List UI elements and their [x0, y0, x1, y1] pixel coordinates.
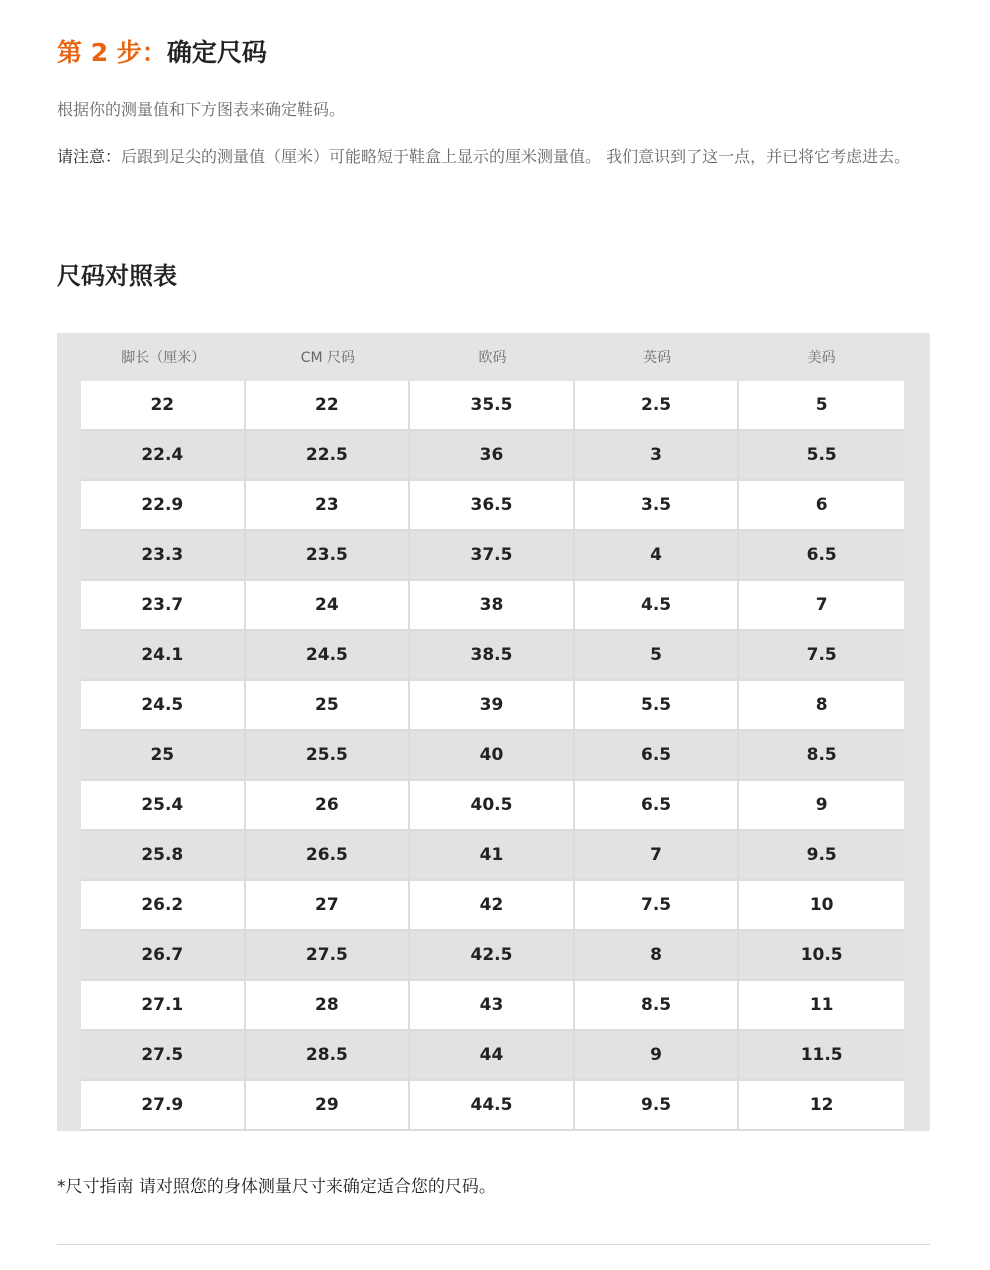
header-cm-size: CM 尺码	[300, 350, 356, 366]
step-title-text: 确定尺码	[166, 38, 267, 67]
footnote: *尺寸指南 请对照您的身体测量尺寸来确定适合您的尺码。	[57, 1177, 496, 1197]
table-row	[81, 731, 904, 781]
cell-us-size: 11	[739, 981, 904, 1031]
cell-foot-length: 23.7	[81, 581, 246, 631]
cell-cm-size: 26	[246, 781, 411, 831]
cell-eu-size: 35.5	[410, 381, 575, 431]
cell-eu-size: 43	[410, 981, 575, 1031]
cell-cm-size: 28	[246, 981, 411, 1031]
cell-us-size: 11.5	[739, 1031, 904, 1081]
cell-eu-size: 36.5	[410, 481, 575, 531]
bottom-divider	[57, 1244, 930, 1245]
cell-uk-size: 5.5	[575, 681, 740, 731]
note-label: 请注意：	[57, 147, 122, 166]
note-text: 后跟到足尖的测量值（厘米）可能略短于鞋盒上显示的厘米测量值。 我们意识到了这一点，并已将它考虑进去。	[121, 147, 911, 166]
cell-foot-length: 26.7	[81, 931, 246, 981]
cell-us-size: 7.5	[739, 631, 904, 681]
table-row	[81, 831, 904, 881]
cell-eu-size: 40.5	[410, 781, 575, 831]
cell-eu-size: 38	[410, 581, 575, 631]
cell-us-size: 10.5	[739, 931, 904, 981]
cell-us-size: 10	[739, 881, 904, 931]
cell-foot-length: 24.5	[81, 681, 246, 731]
table-row	[81, 931, 904, 981]
cell-foot-length: 25	[81, 731, 246, 781]
cell-foot-length: 27.9	[81, 1081, 246, 1131]
cell-uk-size: 7	[575, 831, 740, 881]
cell-foot-length: 27.5	[81, 1031, 246, 1081]
cell-eu-size: 44.5	[410, 1081, 575, 1131]
cell-us-size: 7	[739, 581, 904, 631]
cell-foot-length: 25.4	[81, 781, 246, 831]
cell-uk-size: 8.5	[575, 981, 740, 1031]
cell-eu-size: 39	[410, 681, 575, 731]
cell-uk-size: 4	[575, 531, 740, 581]
cell-uk-size: 7.5	[575, 881, 740, 931]
intro-text: 根据你的测量值和下方图表来确定鞋码。	[57, 100, 346, 119]
cell-cm-size: 27	[246, 881, 411, 931]
note-paragraph	[57, 142, 937, 172]
cell-cm-size: 24	[246, 581, 411, 631]
header-eu-size: 欧码	[478, 350, 507, 366]
cell-foot-length: 25.8	[81, 831, 246, 881]
cell-cm-size: 23.5	[246, 531, 411, 581]
cell-us-size: 12	[739, 1081, 904, 1131]
cell-cm-size: 22	[246, 381, 411, 431]
cell-cm-size: 23	[246, 481, 411, 531]
table-row	[81, 631, 904, 681]
cell-uk-size: 4.5	[575, 581, 740, 631]
table-row	[81, 431, 904, 481]
table-row	[81, 881, 904, 931]
cell-cm-size: 25	[246, 681, 411, 731]
cell-eu-size: 41	[410, 831, 575, 881]
table-row	[81, 1081, 904, 1131]
table-body	[81, 381, 904, 1131]
cell-us-size: 8	[739, 681, 904, 731]
cell-eu-size: 37.5	[410, 531, 575, 581]
cell-uk-size: 9.5	[575, 1081, 740, 1131]
header-uk-size: 英码	[643, 350, 672, 366]
cell-uk-size: 8	[575, 931, 740, 981]
cell-uk-size: 9	[575, 1031, 740, 1081]
table-row	[81, 481, 904, 531]
cell-cm-size: 24.5	[246, 631, 411, 681]
table-row	[81, 681, 904, 731]
cell-foot-length: 22	[81, 381, 246, 431]
cell-foot-length: 22.9	[81, 481, 246, 531]
cell-uk-size: 3	[575, 431, 740, 481]
cell-foot-length: 27.1	[81, 981, 246, 1031]
cell-eu-size: 44	[410, 1031, 575, 1081]
header-us-size: 美码	[807, 350, 836, 366]
cell-foot-length: 26.2	[81, 881, 246, 931]
cell-foot-length: 23.3	[81, 531, 246, 581]
cell-uk-size: 6.5	[575, 731, 740, 781]
cell-uk-size: 3.5	[575, 481, 740, 531]
step-heading	[57, 36, 267, 70]
cell-uk-size: 5	[575, 631, 740, 681]
cell-cm-size: 25.5	[246, 731, 411, 781]
cell-eu-size: 42	[410, 881, 575, 931]
cell-eu-size: 36	[410, 431, 575, 481]
header-foot-length: 脚长（厘米）	[121, 350, 206, 366]
table-row	[81, 581, 904, 631]
table-header-row	[81, 333, 904, 381]
cell-cm-size: 22.5	[246, 431, 411, 481]
table-row	[81, 1031, 904, 1081]
table-row	[81, 381, 904, 431]
cell-cm-size: 28.5	[246, 1031, 411, 1081]
cell-us-size: 5	[739, 381, 904, 431]
cell-us-size: 6.5	[739, 531, 904, 581]
size-chart-table	[81, 333, 904, 1131]
cell-uk-size: 2.5	[575, 381, 740, 431]
cell-foot-length: 24.1	[81, 631, 246, 681]
cell-foot-length: 22.4	[81, 431, 246, 481]
cell-us-size: 9	[739, 781, 904, 831]
cell-eu-size: 40	[410, 731, 575, 781]
cell-us-size: 6	[739, 481, 904, 531]
cell-cm-size: 27.5	[246, 931, 411, 981]
table-row	[81, 781, 904, 831]
step-number: 第 2 步：	[57, 38, 167, 67]
table-row	[81, 531, 904, 581]
cell-uk-size: 6.5	[575, 781, 740, 831]
cell-us-size: 9.5	[739, 831, 904, 881]
section-title: 尺码对照表	[57, 262, 177, 290]
table-row	[81, 981, 904, 1031]
cell-cm-size: 29	[246, 1081, 411, 1131]
cell-us-size: 5.5	[739, 431, 904, 481]
cell-eu-size: 38.5	[410, 631, 575, 681]
cell-cm-size: 26.5	[246, 831, 411, 881]
cell-eu-size: 42.5	[410, 931, 575, 981]
cell-us-size: 8.5	[739, 731, 904, 781]
